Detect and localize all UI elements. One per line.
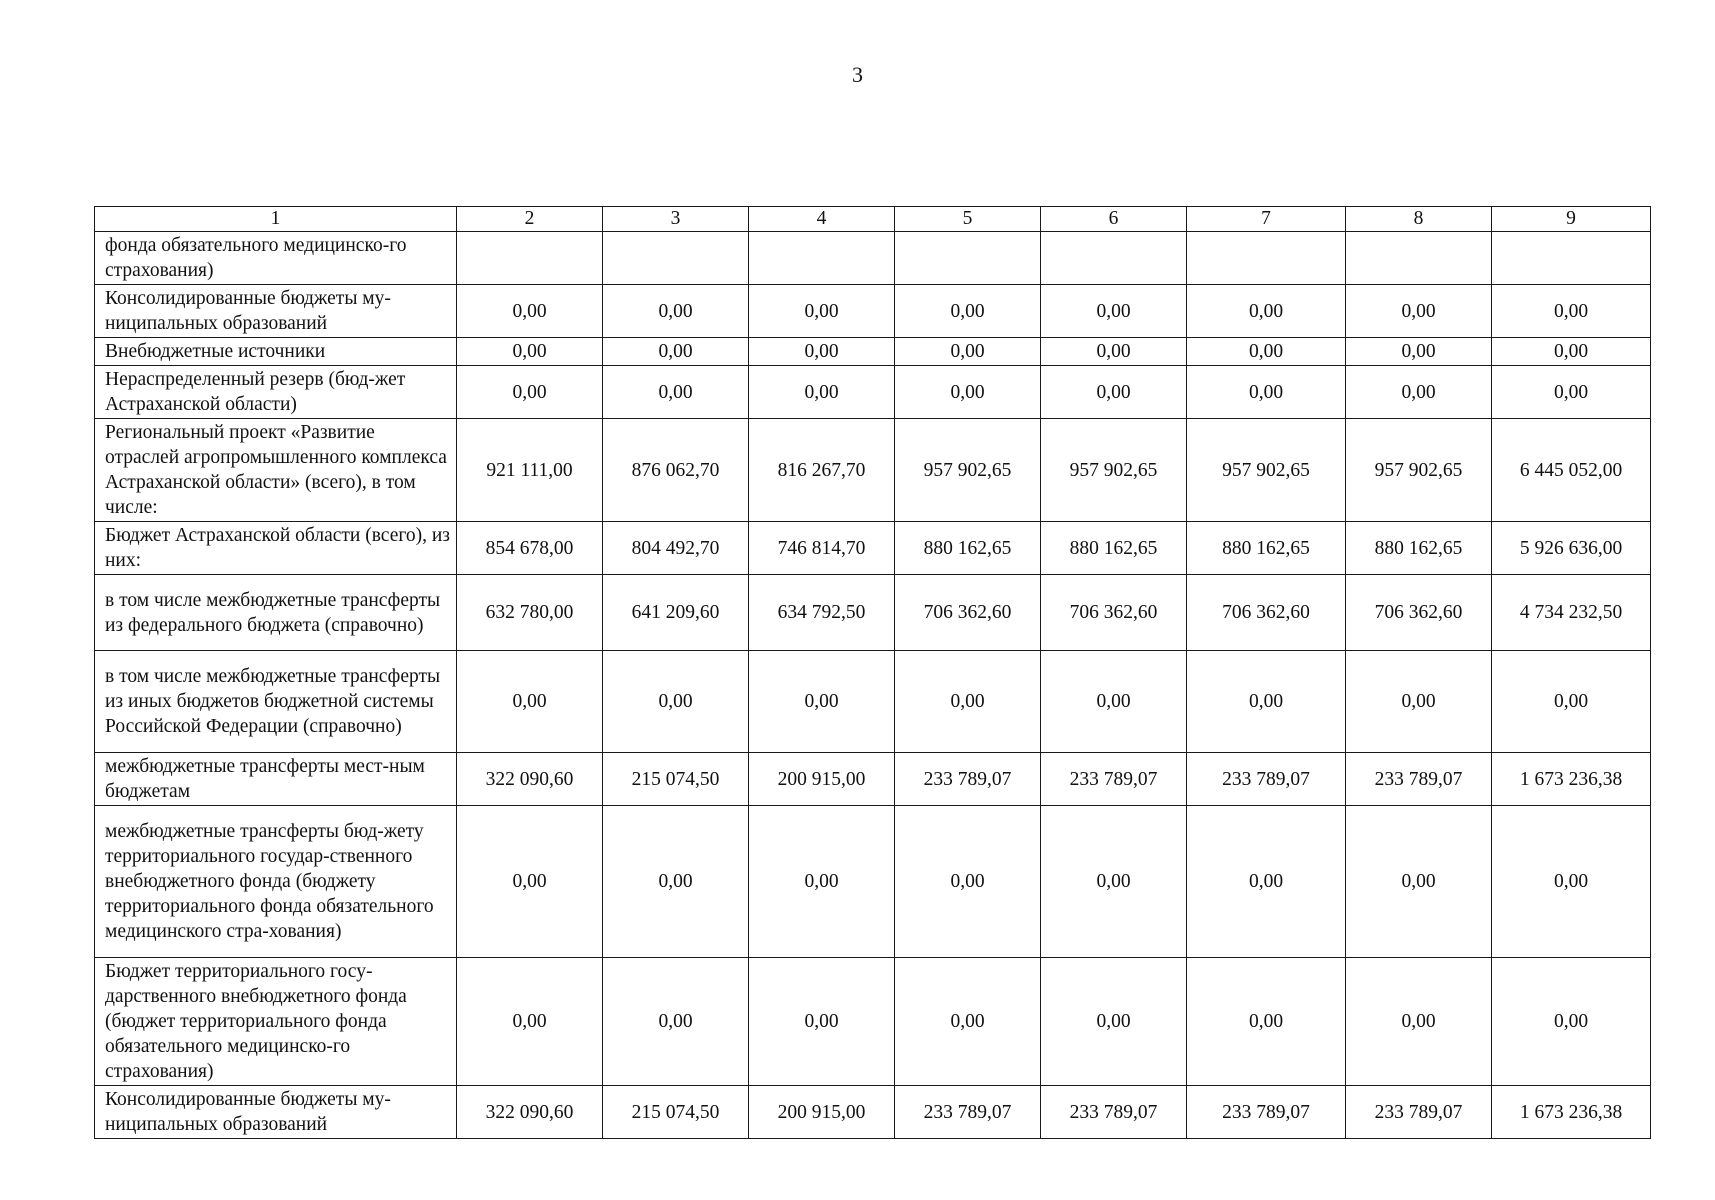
row-label: фонда обязательного медицинско-го страхования) bbox=[95, 232, 457, 285]
value-cell: 880 162,65 bbox=[1041, 522, 1187, 575]
table-row bbox=[95, 285, 1651, 338]
budget-table bbox=[94, 206, 1651, 1139]
value-cell: 0,00 bbox=[603, 338, 749, 366]
value-cell: 816 267,70 bbox=[749, 419, 895, 522]
value-cell: 880 162,65 bbox=[895, 522, 1041, 575]
column-header: 7 bbox=[1187, 207, 1346, 232]
value-cell: 876 062,70 bbox=[603, 419, 749, 522]
value-cell: 0,00 bbox=[895, 958, 1041, 1086]
value-cell: 0,00 bbox=[895, 651, 1041, 753]
value-cell: 641 209,60 bbox=[603, 575, 749, 651]
value-cell: 0,00 bbox=[749, 806, 895, 958]
value-cell: 706 362,60 bbox=[1187, 575, 1346, 651]
value-cell: 0,00 bbox=[895, 338, 1041, 366]
value-cell: 1 673 236,38 bbox=[1492, 753, 1651, 806]
value-cell bbox=[1346, 232, 1492, 285]
value-cell: 0,00 bbox=[1492, 958, 1651, 1086]
value-cell: 634 792,50 bbox=[749, 575, 895, 651]
row-label: межбюджетные трансферты бюд-жету территориального государ-ственного внебюджетного фонда (бюджету территориального фонда обязательного медицинского стра-хования) bbox=[95, 806, 457, 958]
value-cell: 0,00 bbox=[1346, 338, 1492, 366]
value-cell: 0,00 bbox=[1187, 366, 1346, 419]
value-cell: 233 789,07 bbox=[1041, 753, 1187, 806]
value-cell: 0,00 bbox=[603, 958, 749, 1086]
value-cell bbox=[603, 232, 749, 285]
value-cell: 0,00 bbox=[749, 366, 895, 419]
value-cell: 233 789,07 bbox=[1187, 753, 1346, 806]
value-cell: 957 902,65 bbox=[1041, 419, 1187, 522]
row-label: в том числе межбюджетные трансферты из иных бюджетов бюджетной системы Российской Федерации (справочно) bbox=[95, 651, 457, 753]
value-cell: 0,00 bbox=[1041, 338, 1187, 366]
row-label: Нераспределенный резерв (бюд-жет Астраханской области) bbox=[95, 366, 457, 419]
value-cell: 0,00 bbox=[1492, 806, 1651, 958]
value-cell: 0,00 bbox=[895, 366, 1041, 419]
value-cell: 0,00 bbox=[749, 285, 895, 338]
row-label: Бюджет территориального госу-дарственного внебюджетного фонда (бюджет территориального фонда обязательного медицинско-го страхования) bbox=[95, 958, 457, 1086]
value-cell: 233 789,07 bbox=[1346, 1086, 1492, 1139]
value-cell: 957 902,65 bbox=[1346, 419, 1492, 522]
column-header: 8 bbox=[1346, 207, 1492, 232]
table-row bbox=[95, 419, 1651, 522]
value-cell: 5 926 636,00 bbox=[1492, 522, 1651, 575]
value-cell: 746 814,70 bbox=[749, 522, 895, 575]
table-row bbox=[95, 232, 1651, 285]
value-cell bbox=[895, 232, 1041, 285]
table-row bbox=[95, 366, 1651, 419]
value-cell: 0,00 bbox=[457, 338, 603, 366]
value-cell: 0,00 bbox=[1492, 338, 1651, 366]
value-cell: 632 780,00 bbox=[457, 575, 603, 651]
value-cell bbox=[749, 232, 895, 285]
value-cell: 0,00 bbox=[1041, 285, 1187, 338]
value-cell: 0,00 bbox=[1492, 366, 1651, 419]
value-cell: 957 902,65 bbox=[1187, 419, 1346, 522]
value-cell: 4 734 232,50 bbox=[1492, 575, 1651, 651]
value-cell: 0,00 bbox=[1187, 958, 1346, 1086]
value-cell: 0,00 bbox=[749, 958, 895, 1086]
value-cell: 854 678,00 bbox=[457, 522, 603, 575]
value-cell: 706 362,60 bbox=[895, 575, 1041, 651]
value-cell: 0,00 bbox=[1187, 338, 1346, 366]
value-cell: 0,00 bbox=[603, 366, 749, 419]
value-cell: 0,00 bbox=[1041, 366, 1187, 419]
value-cell: 0,00 bbox=[603, 651, 749, 753]
row-label: Консолидированные бюджеты му-ниципальных образований bbox=[95, 285, 457, 338]
column-header: 1 bbox=[95, 207, 457, 232]
row-label: Консолидированные бюджеты му-ниципальных образований bbox=[95, 1086, 457, 1139]
value-cell bbox=[1492, 232, 1651, 285]
value-cell: 0,00 bbox=[1187, 806, 1346, 958]
table-row bbox=[95, 338, 1651, 366]
table-row bbox=[95, 1086, 1651, 1139]
value-cell: 1 673 236,38 bbox=[1492, 1086, 1651, 1139]
value-cell: 880 162,65 bbox=[1187, 522, 1346, 575]
row-label: Региональный проект «Развитие отраслей агропромышленного комплекса Астраханской области» (всего), в том числе: bbox=[95, 419, 457, 522]
column-header: 9 bbox=[1492, 207, 1651, 232]
value-cell: 0,00 bbox=[457, 366, 603, 419]
value-cell: 921 111,00 bbox=[457, 419, 603, 522]
page-number: 3 bbox=[852, 62, 863, 87]
table-row bbox=[95, 753, 1651, 806]
value-cell bbox=[1041, 232, 1187, 285]
value-cell: 0,00 bbox=[457, 651, 603, 753]
value-cell: 233 789,07 bbox=[1187, 1086, 1346, 1139]
value-cell: 0,00 bbox=[1492, 285, 1651, 338]
column-header: 6 bbox=[1041, 207, 1187, 232]
column-header: 5 bbox=[895, 207, 1041, 232]
value-cell: 322 090,60 bbox=[457, 753, 603, 806]
value-cell bbox=[457, 232, 603, 285]
row-label: межбюджетные трансферты мест-ным бюджетам bbox=[95, 753, 457, 806]
value-cell: 0,00 bbox=[1346, 651, 1492, 753]
value-cell: 880 162,65 bbox=[1346, 522, 1492, 575]
value-cell: 0,00 bbox=[1492, 651, 1651, 753]
value-cell: 0,00 bbox=[749, 338, 895, 366]
value-cell: 233 789,07 bbox=[895, 1086, 1041, 1139]
column-header: 4 bbox=[749, 207, 895, 232]
value-cell: 706 362,60 bbox=[1041, 575, 1187, 651]
value-cell: 200 915,00 bbox=[749, 1086, 895, 1139]
table-row bbox=[95, 651, 1651, 753]
value-cell: 0,00 bbox=[749, 651, 895, 753]
value-cell: 804 492,70 bbox=[603, 522, 749, 575]
value-cell: 215 074,50 bbox=[603, 753, 749, 806]
value-cell: 0,00 bbox=[457, 806, 603, 958]
value-cell: 233 789,07 bbox=[895, 753, 1041, 806]
table-row bbox=[95, 575, 1651, 651]
value-cell: 0,00 bbox=[603, 285, 749, 338]
row-label: в том числе межбюджетные трансферты из федерального бюджета (справочно) bbox=[95, 575, 457, 651]
value-cell: 200 915,00 bbox=[749, 753, 895, 806]
column-header: 3 bbox=[603, 207, 749, 232]
value-cell: 0,00 bbox=[457, 958, 603, 1086]
value-cell: 215 074,50 bbox=[603, 1086, 749, 1139]
value-cell: 0,00 bbox=[1041, 806, 1187, 958]
value-cell: 322 090,60 bbox=[457, 1086, 603, 1139]
row-label: Внебюджетные источники bbox=[95, 338, 457, 366]
value-cell bbox=[1187, 232, 1346, 285]
value-cell: 0,00 bbox=[1346, 806, 1492, 958]
header-row bbox=[95, 207, 1651, 232]
value-cell: 0,00 bbox=[1346, 366, 1492, 419]
value-cell: 0,00 bbox=[603, 806, 749, 958]
row-label: Бюджет Астраханской области (всего), из них: bbox=[95, 522, 457, 575]
value-cell: 0,00 bbox=[1187, 651, 1346, 753]
column-header: 2 bbox=[457, 207, 603, 232]
value-cell: 706 362,60 bbox=[1346, 575, 1492, 651]
table-row bbox=[95, 958, 1651, 1086]
value-cell: 0,00 bbox=[1041, 958, 1187, 1086]
value-cell: 0,00 bbox=[1187, 285, 1346, 338]
value-cell: 233 789,07 bbox=[1041, 1086, 1187, 1139]
value-cell: 0,00 bbox=[1346, 958, 1492, 1086]
value-cell: 957 902,65 bbox=[895, 419, 1041, 522]
table-row bbox=[95, 806, 1651, 958]
value-cell: 0,00 bbox=[1041, 651, 1187, 753]
value-cell: 0,00 bbox=[1346, 285, 1492, 338]
table-row bbox=[95, 522, 1651, 575]
value-cell: 233 789,07 bbox=[1346, 753, 1492, 806]
value-cell: 0,00 bbox=[895, 806, 1041, 958]
value-cell: 0,00 bbox=[457, 285, 603, 338]
value-cell: 0,00 bbox=[895, 285, 1041, 338]
value-cell: 6 445 052,00 bbox=[1492, 419, 1651, 522]
